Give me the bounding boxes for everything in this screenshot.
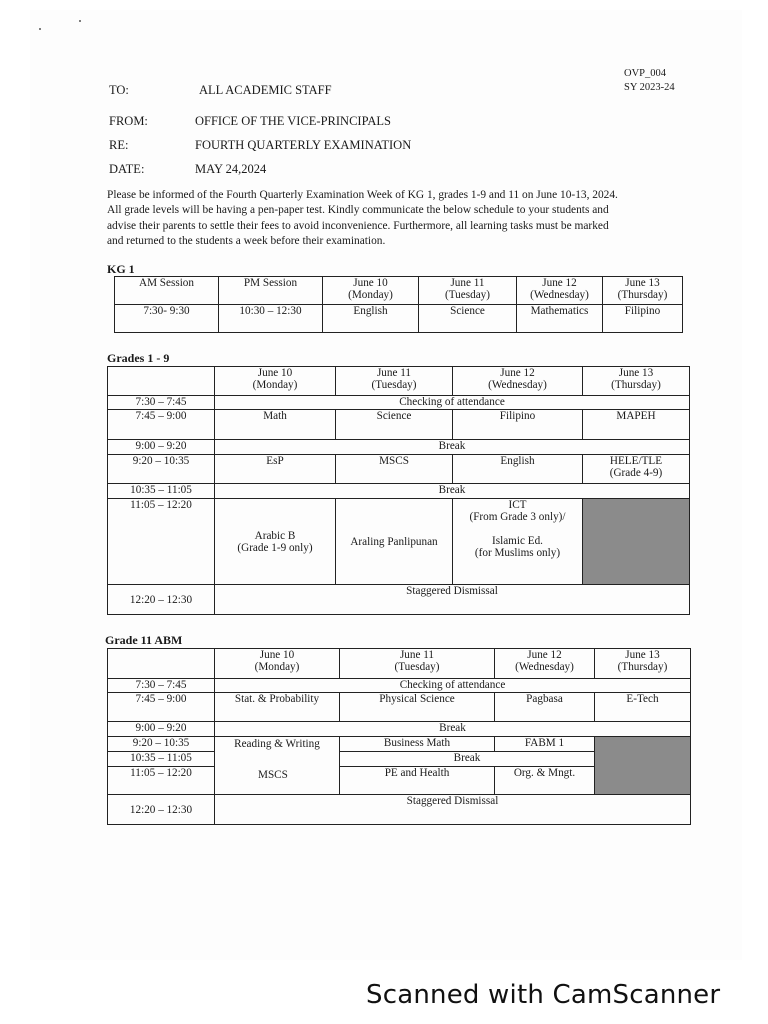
kg1-title: KG 1: [107, 262, 135, 276]
break-cell: Break: [215, 440, 690, 455]
subject-cell: FABM 1: [495, 737, 595, 752]
column-header: June 13 (Thursday): [603, 277, 683, 305]
time-slot: 7:45 – 9:00: [108, 410, 215, 440]
subject-cell: Pagbasa: [495, 693, 595, 722]
table-row: [115, 305, 683, 333]
school-year: SY 2023-24: [624, 82, 675, 93]
time-slot: 9:00 – 9:20: [108, 440, 215, 455]
time-slot: 10:35 – 11:05: [108, 752, 215, 767]
to-label: TO:: [109, 83, 129, 97]
time-slot: 9:20 – 10:35: [108, 737, 215, 752]
time-slot: 12:20 – 12:30: [108, 795, 215, 825]
subject-cell: Org. & Mngt.: [495, 767, 595, 795]
table-row: [108, 396, 690, 410]
shaded-empty-cell: [595, 737, 691, 795]
column-header: June 10 (Monday): [215, 367, 336, 396]
table-cell: Mathematics: [517, 305, 603, 333]
table-row: [108, 484, 690, 499]
table-row: [108, 440, 690, 455]
table-row: [108, 795, 691, 825]
grade-11-abm-schedule-table: [107, 648, 691, 825]
table-cell: English: [323, 305, 419, 333]
table-row: [108, 679, 691, 693]
document-code: OVP_004: [624, 68, 667, 79]
dismissal-cell: Staggered Dismissal: [215, 795, 691, 825]
break-cell: Break: [340, 752, 595, 767]
scan-speck: [79, 20, 81, 22]
break-cell: Break: [215, 484, 690, 499]
memo-body: [107, 188, 691, 249]
table-cell: Science: [419, 305, 517, 333]
date-value: MAY 24,2024: [195, 162, 267, 176]
subject-cell: English: [453, 455, 583, 484]
re-value: FOURTH QUARTERLY EXAMINATION: [195, 138, 412, 152]
table-cell: [108, 367, 215, 396]
scan-speck: [39, 28, 41, 30]
time-slot: 11:05 – 12:20: [108, 499, 215, 585]
table-header-row: [115, 277, 683, 305]
grade-11-abm-title: Grade 11 ABM: [105, 633, 183, 647]
subject-cell: HELE/TLE (Grade 4-9): [583, 455, 690, 484]
attendance-cell: Checking of attendance: [215, 396, 690, 410]
subject-cell: E-Tech: [595, 693, 691, 722]
column-header: June 11 (Tuesday): [336, 367, 453, 396]
from-label: FROM:: [109, 114, 148, 128]
mscs-label: MSCS: [258, 769, 288, 781]
time-slot: 7:30 – 7:45: [108, 679, 215, 693]
column-header: June 10 (Monday): [215, 649, 340, 679]
attendance-cell: Checking of attendance: [215, 679, 691, 693]
table-row: [108, 410, 690, 440]
column-header: June 11 (Tuesday): [419, 277, 517, 305]
subject-cell: Filipino: [453, 410, 583, 440]
subject-cell: ICT (From Grade 3 only)/ Islamic Ed. (for Muslims only): [453, 499, 583, 585]
column-header: AM Session: [115, 277, 219, 305]
time-slot: 11:05 – 12:20: [108, 767, 215, 795]
table-cell: [108, 649, 215, 679]
time-slot: 7:45 – 9:00: [108, 693, 215, 722]
time-slot: 7:30 – 7:45: [108, 396, 215, 410]
subject-cell: Reading & Writing: [215, 737, 340, 795]
from-value: OFFICE OF THE VICE-PRINCIPALS: [195, 114, 391, 128]
subject-cell: Business Math: [340, 737, 495, 752]
column-header: June 13 (Thursday): [583, 367, 690, 396]
table-row: [108, 737, 691, 752]
subject-cell: MAPEH: [583, 410, 690, 440]
kg1-schedule-table: [114, 276, 683, 333]
table-row: [108, 499, 690, 585]
time-slot: 9:20 – 10:35: [108, 455, 215, 484]
column-header: June 13 (Thursday): [595, 649, 691, 679]
table-row: [108, 722, 691, 737]
table-row: [108, 455, 690, 484]
column-header: June 12 (Wednesday): [453, 367, 583, 396]
time-slot: 10:35 – 11:05: [108, 484, 215, 499]
break-cell: Break: [215, 722, 691, 737]
column-header: June 11 (Tuesday): [340, 649, 495, 679]
time-slot: 9:00 – 9:20: [108, 722, 215, 737]
grades-1-9-schedule-table: [107, 366, 690, 615]
table-header-row: [108, 367, 690, 396]
memo-body-line: All grade levels will be having a pen-paper test. Kindly communicate the below schedule to your students and: [107, 204, 609, 217]
subject-cell: PE and Health: [340, 767, 495, 795]
subject-cell: MSCS: [336, 455, 453, 484]
subject-cell: Araling Panlipunan: [336, 499, 453, 585]
table-row: [108, 693, 691, 722]
dismissal-cell: Staggered Dismissal: [215, 585, 690, 615]
re-label: RE:: [109, 138, 129, 152]
column-header: June 12 (Wednesday): [495, 649, 595, 679]
subject-cell: Science: [336, 410, 453, 440]
column-header: June 10 (Monday): [323, 277, 419, 305]
subject-cell: EsP: [215, 455, 336, 484]
grades-1-9-title: Grades 1 - 9: [107, 351, 170, 365]
column-header: June 12 (Wednesday): [517, 277, 603, 305]
column-header: PM Session: [219, 277, 323, 305]
table-row: [108, 585, 690, 615]
table-cell: Filipino: [603, 305, 683, 333]
table-header-row: [108, 649, 691, 679]
table-cell: 7:30- 9:30: [115, 305, 219, 333]
memo-body-line: and returned to the students a week before their examination.: [107, 234, 386, 247]
table-cell: 10:30 – 12:30: [219, 305, 323, 333]
date-label: DATE:: [109, 162, 145, 176]
memo-body-line: Please be informed of the Fourth Quarterly Examination Week of KG 1, grades 1-9 and 11 on June 10-13, 2024.: [107, 189, 618, 201]
subject-cell: Math: [215, 410, 336, 440]
subject-cell: Stat. & Probability: [215, 693, 340, 722]
to-value: ALL ACADEMIC STAFF: [199, 83, 332, 97]
memo-body-line: advise their parents to settle their fees to avoid inconvenience. Furthermore, all learning tasks must be marked: [107, 219, 609, 232]
subject-cell: Arabic B (Grade 1-9 only): [215, 499, 336, 585]
shaded-empty-cell: [583, 499, 690, 585]
camscanner-watermark: Scanned with CamScanner: [366, 980, 721, 1010]
time-slot: 12:20 – 12:30: [108, 585, 215, 615]
subject-cell: Physical Science: [340, 693, 495, 722]
